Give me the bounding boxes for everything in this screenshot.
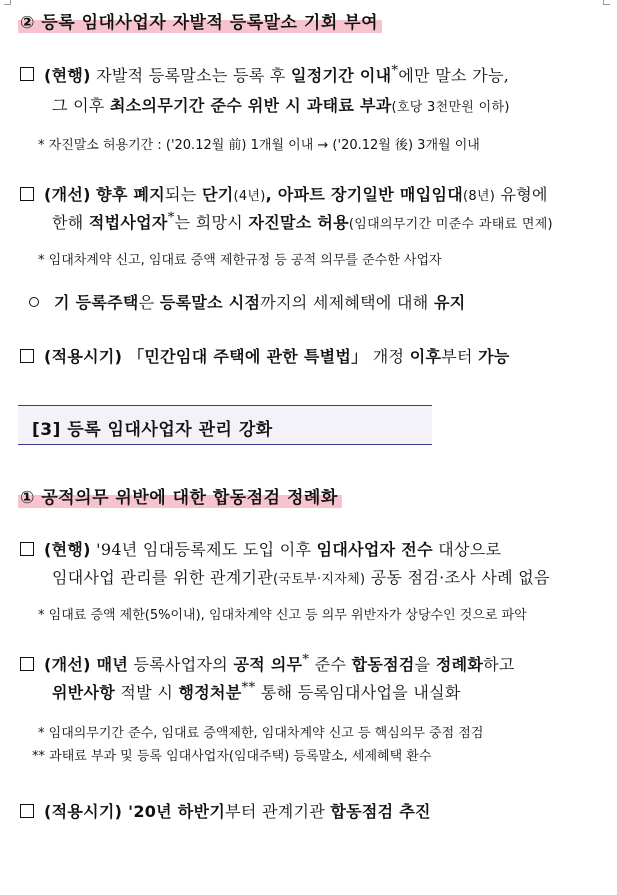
footnote-lawful-operator: * 임대차계약 신고, 임대료 증액 제한규정 등 공적 의무를 준수한 사업자: [38, 253, 442, 268]
current-inspection-line-1: (현행) '94년 임대등록제도 도입 이후 임대사업자 전수 대상으로: [44, 540, 502, 559]
improvement-inspection-line-1: (개선) 매년 등록사업자의 공적 의무* 준수 합동점검을 정례화하고: [44, 652, 515, 674]
footnote-penalties: ** 과태료 부과 및 등록 임대사업자(임대주택) 등록말소, 세제혜택 환수: [32, 749, 432, 764]
effective-date-line-1: (적용시기) 「민간임대 주택에 관한 특별법」 개정 이후부터 가능: [44, 347, 510, 366]
improvement-line-1: (개선) 향후 폐지되는 단기(4년), 아파트 장기일반 매입임대(8년) 유형에: [44, 185, 548, 204]
section-header-management: [3] 등록 임대사업자 관리 강화: [18, 405, 432, 445]
page-corner-mark-right: [603, 0, 610, 5]
improvement-line-2: 한해 적법사업자*는 희망시 자진말소 허용(임대의무기간 미준수 과태료 면제): [52, 210, 553, 232]
footnote-core-duties: * 임대의무기간 준수, 임대료 증액제한, 임대차계약 신고 등 핵심의무 중점 점검: [38, 726, 484, 741]
circle-bullet-icon: [29, 297, 39, 307]
checkbox-icon: [20, 349, 34, 363]
checkbox-icon: [20, 804, 34, 818]
checkbox-icon: [20, 657, 34, 671]
current-status-line-2: 그 이후 최소의무기간 준수 위반 시 과태료 부과(호당 3천만원 이하): [52, 96, 510, 115]
checkbox-icon: [20, 542, 34, 556]
heading-voluntary-deregistration: ② 등록 임대사업자 자발적 등록말소 기회 부여: [18, 8, 382, 33]
checkbox-icon: [20, 187, 34, 201]
checkbox-icon: [20, 67, 34, 81]
improvement-inspection-line-2: 위반사항 적발 시 행정처분** 통해 등록임대사업을 내실화: [52, 680, 461, 702]
footnote-violation-cases: * 임대료 증액 제한(5%이내), 임대차계약 신고 등 의무 위반자가 상당수인 것으로 파악: [38, 608, 527, 623]
page-corner-mark-left: [4, 0, 11, 5]
current-status-line-1: (현행) 자발적 등록말소는 등록 후 일정기간 이내*에만 말소 가능,: [44, 63, 510, 85]
current-inspection-line-2: 임대사업 관리를 위한 관계기관(국토부·지자체) 공동 점검·조사 사례 없음: [52, 568, 550, 587]
effective-date-line-2: (적용시기) '20년 하반기부터 관계기관 합동점검 추진: [44, 802, 431, 821]
footnote-deregistration-period: * 자진말소 허용기간 : ('20.12월 前) 1개월 이내 → ('20.12월 後) 3개월 이내: [38, 138, 480, 153]
existing-housing-line: 기 등록주택은 등록말소 시점까지의 세제혜택에 대해 유지: [54, 293, 466, 312]
heading-joint-inspection: ① 공적의무 위반에 대한 합동점검 정례화: [18, 483, 342, 508]
